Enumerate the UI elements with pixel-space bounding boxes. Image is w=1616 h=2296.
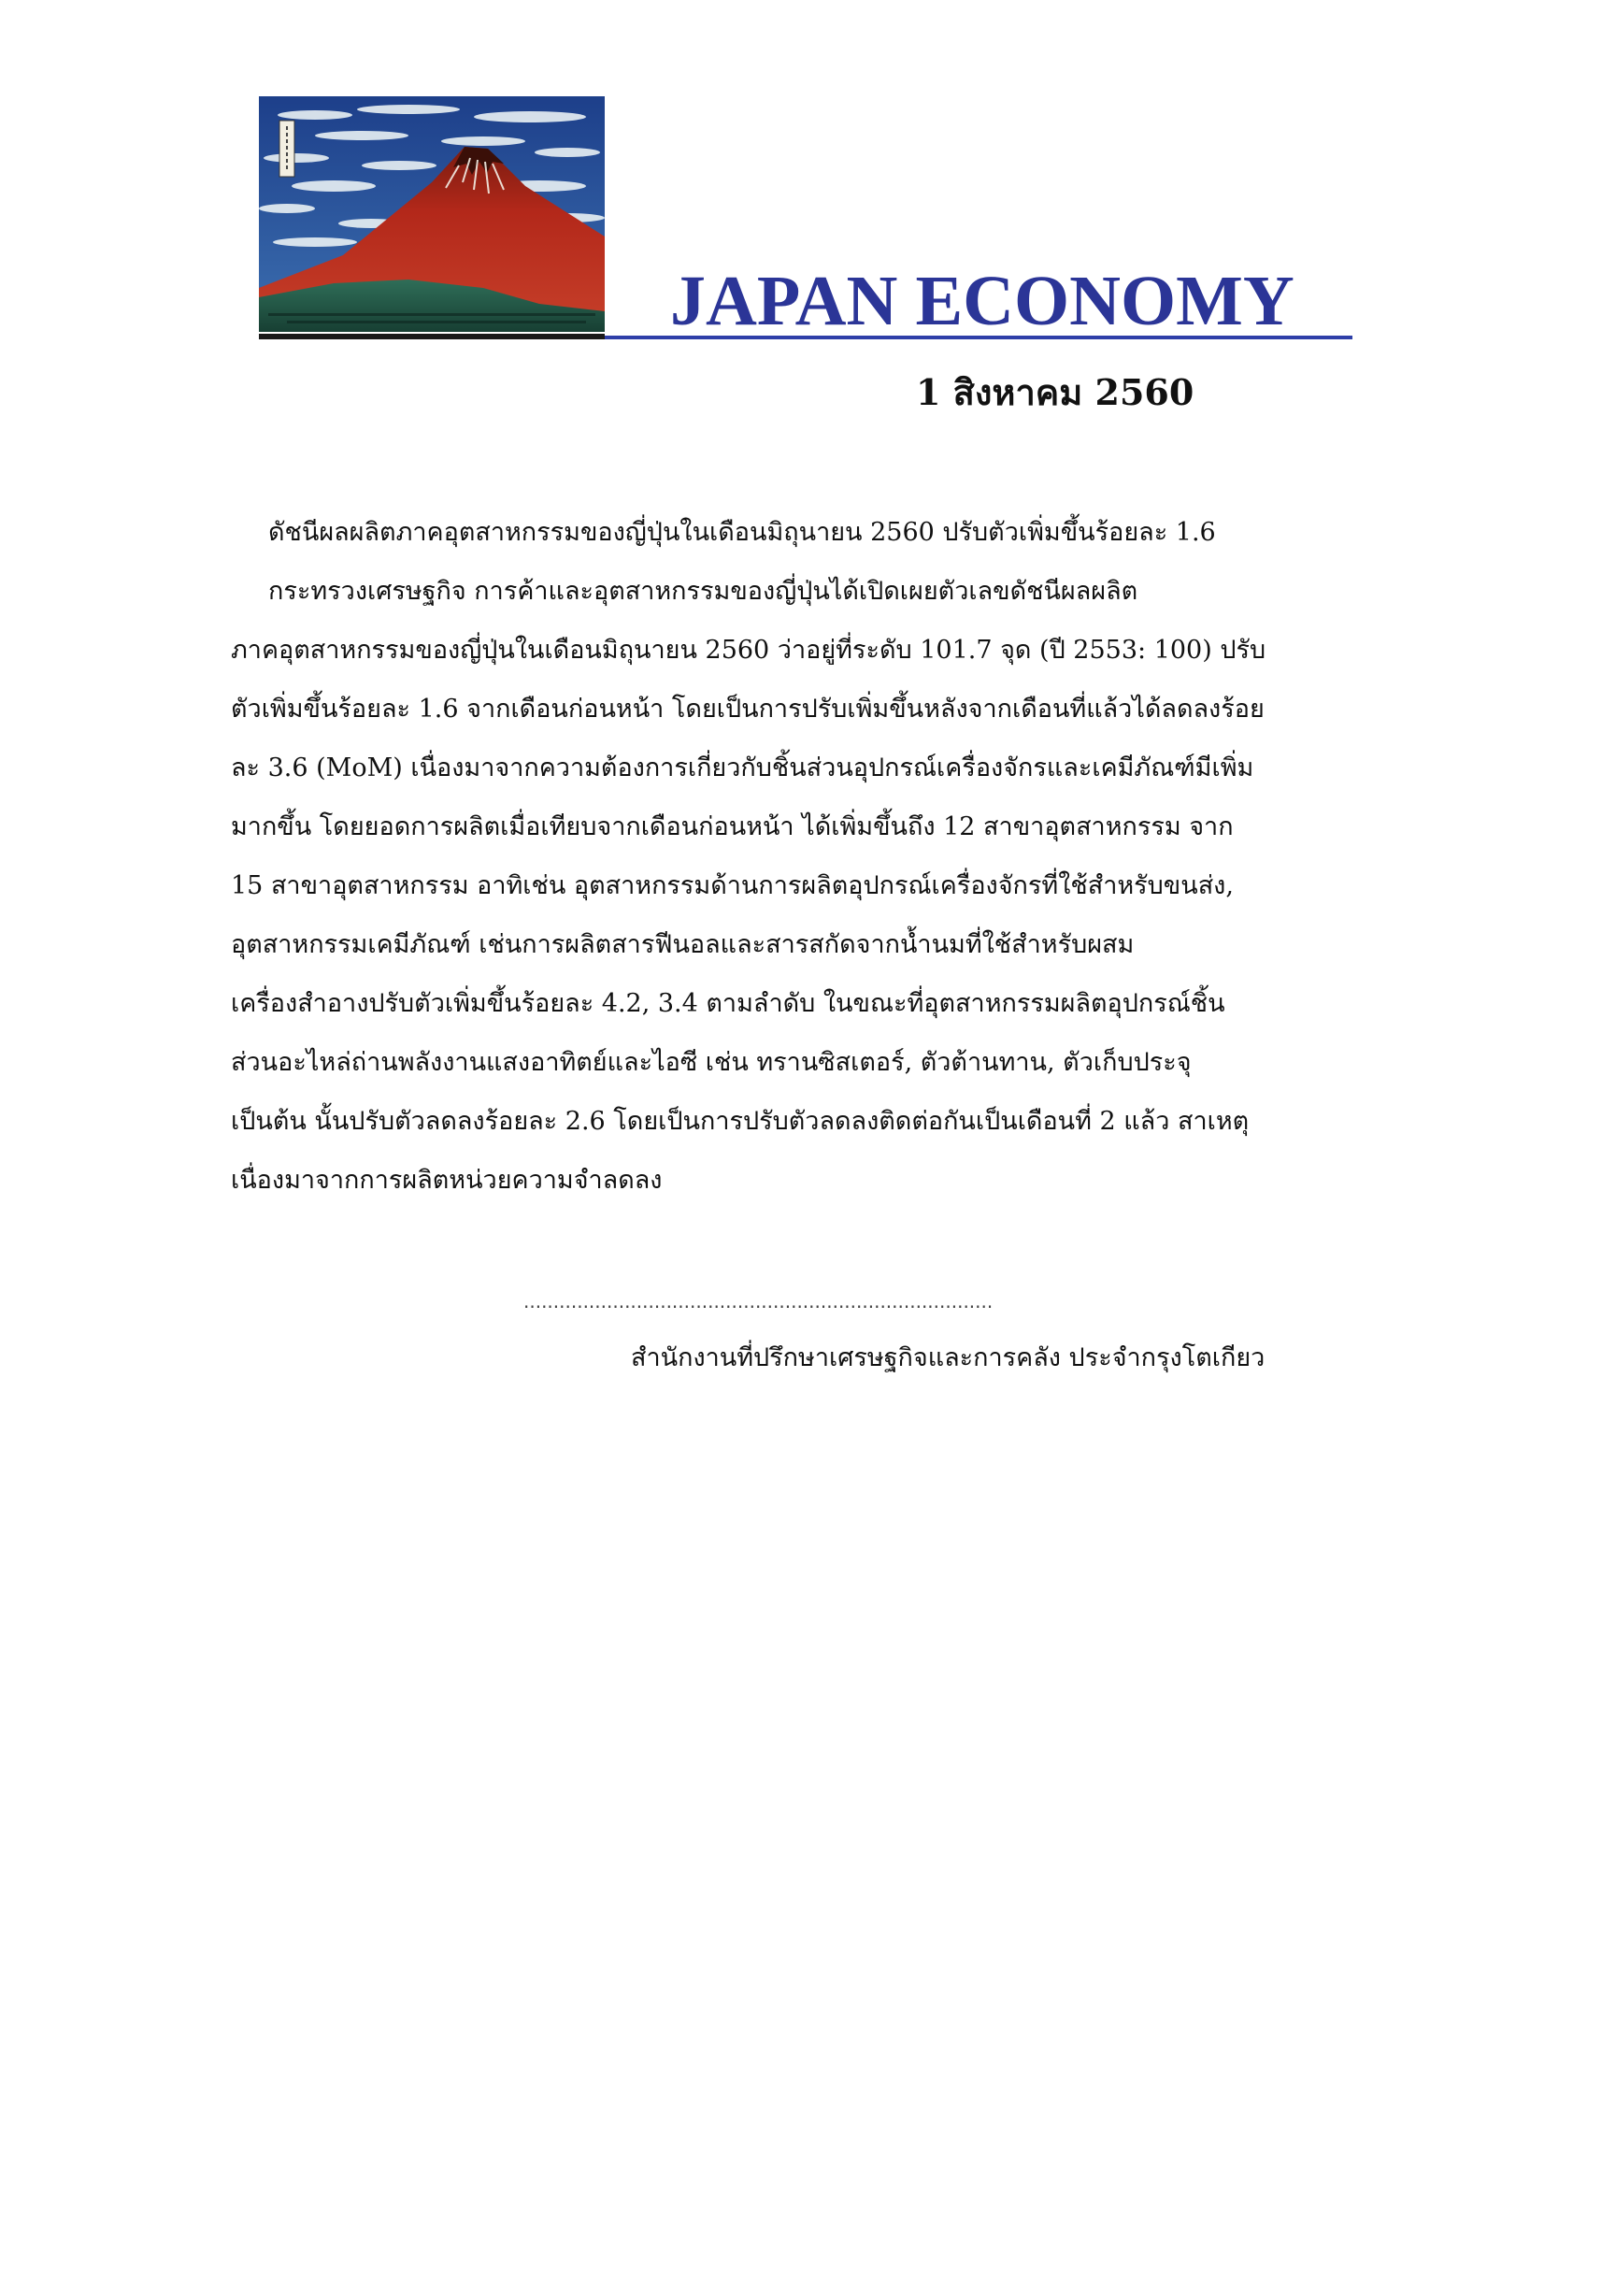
issue-date: 1 สิงหาคม 2560 xyxy=(916,371,1194,413)
article-line: อุตสาหกรรมเคมีภัณฑ์ เช่นการผลิตสารฟีนอลและสารสกัดจากน้ำนมที่ใช้สำหรับผสม xyxy=(231,930,1135,959)
article-line: ตัวเพิ่มขึ้นร้อยละ 1.6 จากเดือนก่อนหน้า โดยเป็นการปรับเพิ่มขึ้นหลังจากเดือนที่แล้วได้ลดลงร้อย xyxy=(231,695,1265,724)
header-woodblock-print-image xyxy=(259,96,605,332)
article-line: ละ 3.6 (MoM) เนื่องมาจากความต้องการเกี่ยวกับชิ้นส่วนอุปกรณ์เครื่องจักรและเคมีภัณฑ์มีเพิ่ม xyxy=(231,753,1254,782)
article-body xyxy=(231,503,1362,1210)
header-rule-black xyxy=(259,334,605,339)
signature-office-name: สำนักงานที่ปรึกษาเศรษฐกิจและการคลัง ประจำกรุงโตเกียว xyxy=(631,1343,1266,1372)
article-headline: ดัชนีผลผลิตภาคอุตสาหกรรมของญี่ปุ่นในเดือนมิถุนายน 2560 ปรับตัวเพิ่มขึ้นร้อยละ 1.6 xyxy=(268,518,1216,547)
masthead-title: JAPAN ECONOMY xyxy=(670,262,1294,340)
article-line: กระทรวงเศรษฐกิจ การค้าและอุตสาหกรรมของญี่ปุ่นได้เปิดเผยตัวเลขดัชนีผลผลิต xyxy=(268,577,1138,606)
article-line: เครื่องสำอางปรับตัวเพิ่มขึ้นร้อยละ 4.2, 3.4 ตามลำดับ ในขณะที่อุตสาหกรรมผลิตอุปกรณ์ชิ้น xyxy=(231,989,1225,1018)
article-line: เนื่องมาจากการผลิตหน่วยความจำลดลง xyxy=(231,1166,663,1195)
signature-dotted-line: ............................................................................... xyxy=(523,1290,994,1313)
article-line: ส่วนอะไหล่ถ่านพลังงานแสงอาทิตย์และไอซี เช่น ทรานซิสเตอร์, ตัวต้านทาน, ตัวเก็บประจุ xyxy=(231,1048,1192,1077)
mount-fuji-print-illustration xyxy=(259,96,605,332)
article-line: มากขึ้น โดยยอดการผลิตเมื่อเทียบจากเดือนก่อนหน้า ได้เพิ่มขึ้นถึง 12 สาขาอุตสาหกรรม จาก xyxy=(231,812,1234,841)
article-line: 15 สาขาอุตสาหกรรม อาทิเช่น อุตสาหกรรมด้านการผลิตอุปกรณ์เครื่องจักรที่ใช้สำหรับขนส่ง, xyxy=(231,871,1234,900)
article-line: เป็นต้น นั้นปรับตัวลดลงร้อยละ 2.6 โดยเป็นการปรับตัวลดลงติดต่อกันเป็นเดือนที่ 2 แล้ว สาเหตุ xyxy=(231,1107,1250,1136)
article-line: ภาคอุตสาหกรรมของญี่ปุ่นในเดือนมิถุนายน 2560 ว่าอยู่ที่ระดับ 101.7 จุด (ปี 2553: 100) ปรับ xyxy=(231,636,1266,665)
